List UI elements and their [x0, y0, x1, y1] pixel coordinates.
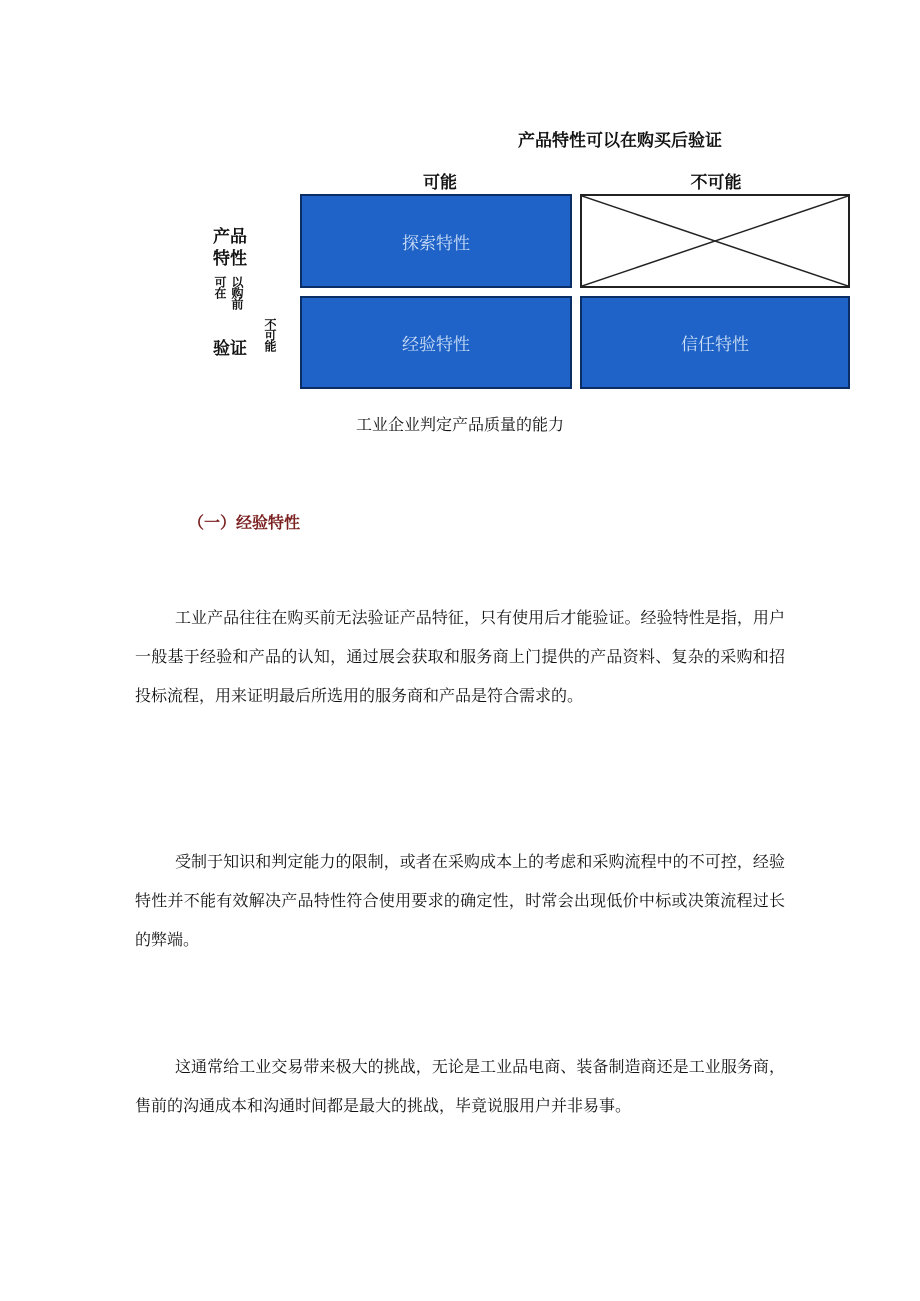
section-heading: （一）经验特性 — [188, 513, 301, 532]
paragraph-2: 受制于知识和判定能力的限制，或者在采购成本上的考虑和采购流程中的不可控，经验特性并不能有效解决产品特性符合使用要求的确定性，时常会出现低价中标或决策流程过长的弊端。 — [135, 852, 785, 949]
cross-mark-icon — [582, 196, 848, 286]
row-label-sub-b: 以购前 — [230, 276, 244, 309]
col-label-possible: 可能 — [423, 173, 457, 193]
col-label-impossible: 不可能 — [690, 173, 742, 193]
row-label-line-1: 产品 — [213, 227, 247, 247]
row-label-sub-a: 可在 — [213, 276, 227, 298]
row-label-bottom: 验证 — [213, 339, 247, 359]
cell-trust: 信任特性 — [580, 296, 850, 389]
cell-experience: 经验特性 — [300, 296, 572, 389]
row-label-side: 不可能 — [263, 318, 277, 351]
figure-caption: 工业企业判定产品质量的能力 — [355, 415, 564, 434]
cell-exploration: 探索特性 — [300, 194, 572, 288]
figure-top-title: 产品特性可以在购买后验证 — [518, 131, 722, 151]
paragraph-3: 这通常给工业交易带来极大的挑战，无论是工业品电商、装备制造商还是工业服务商，售前的沟通成本和沟通时间都是最大的挑战，毕竟说服用户并非易事。 — [135, 1057, 785, 1115]
paragraph-1: 工业产品往往在购买前无法验证产品特征，只有使用后才能验证。经验特性是指，用户一般基于经验和产品的认知，通过展会获取和服务商上门提供的产品资料、复杂的采购和招投标流程，用来证明最后所选用的服务商和产品是符合需求的。 — [135, 608, 785, 705]
cell-empty-crossed — [580, 194, 850, 288]
row-label-line-2: 特性 — [213, 249, 247, 269]
